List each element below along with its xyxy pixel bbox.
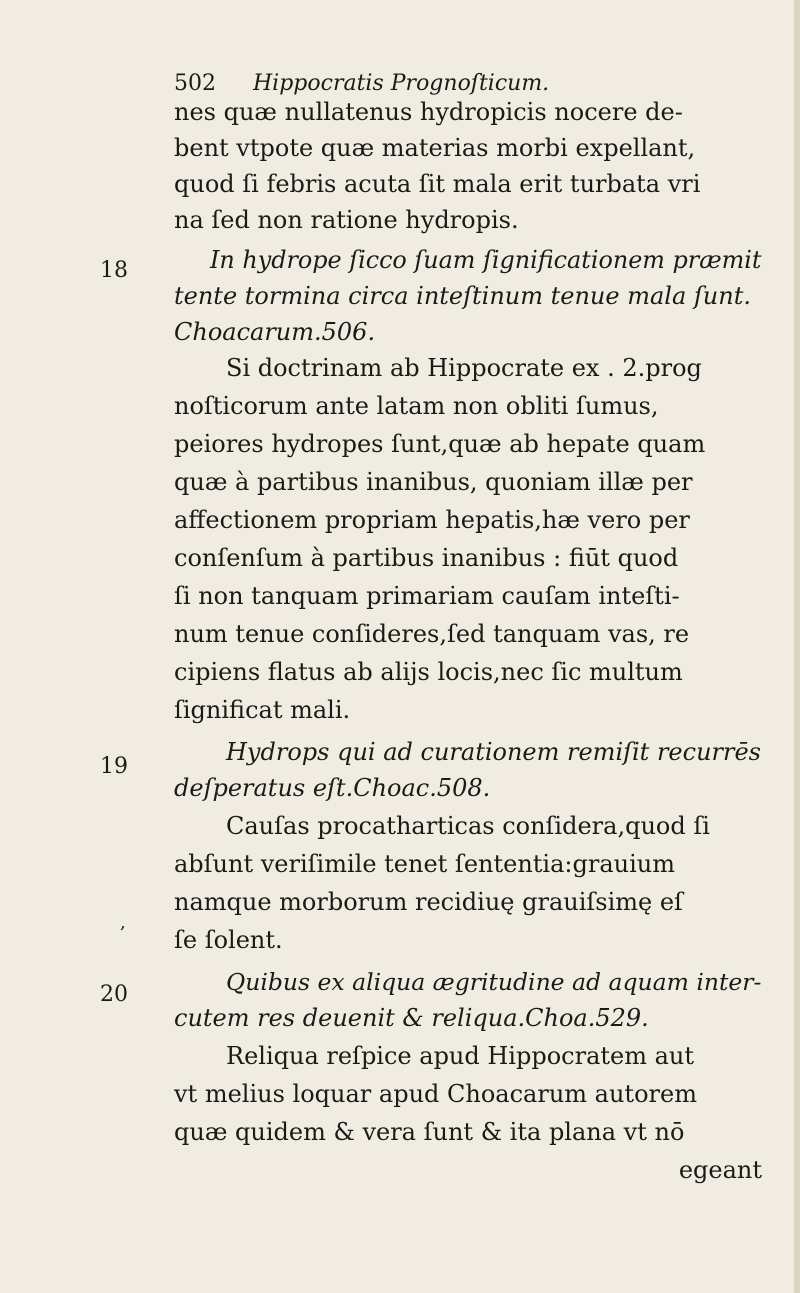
text-line: cutem res deuenit & reliqua.Choa.529. xyxy=(174,1004,649,1032)
text-line: In hydrope ſicco ſuam ſignificationem præmit xyxy=(210,246,762,274)
page-number: 502 xyxy=(174,71,216,96)
text-line: abſunt veriſimile tenet ſententia:grauium xyxy=(174,850,675,878)
text-line: quæ à partibus inanibus, quoniam illæ per xyxy=(174,468,693,496)
text-line: Cauſas procatharticas conſidera,quod ſi xyxy=(226,812,710,840)
margin-mark: , xyxy=(120,912,126,933)
text-line: namque morborum recidiuę grauiſsimę eſ xyxy=(174,888,683,916)
text-line: vt melius loquar apud Choacarum autorem xyxy=(174,1080,697,1108)
text-line: ſi non tanquam primariam cauſam inteſti- xyxy=(174,582,680,610)
margin-number-20: 20 xyxy=(100,982,128,1007)
text-line: tente tormina circa inteſtinum tenue mala ſunt. xyxy=(174,282,751,310)
page-edge xyxy=(794,0,800,1293)
margin-number-18: 18 xyxy=(100,258,128,283)
text-line: ſe ſolent. xyxy=(174,926,283,954)
text-line: Si doctrinam ab Hippocrate ex . 2.prog xyxy=(226,354,702,382)
text-line: ſignificat mali. xyxy=(174,696,351,724)
text-line: Quibus ex aliqua ægritudine ad aquam inter- xyxy=(226,968,762,996)
text-line: peiores hydropes ſunt,quæ ab hepate quam xyxy=(174,430,706,458)
text-line: na ſed non ratione hydropis. xyxy=(174,206,519,234)
running-title: Hippocratis Prognoſticum. xyxy=(253,71,550,96)
text-line: quod ſi febris acuta ſit mala erit turbata vri xyxy=(174,170,701,198)
margin-number-19: 19 xyxy=(100,754,128,779)
text-line: num tenue conſideres,ſed tanquam vas, re xyxy=(174,620,690,648)
text-line: affectionem propriam hepatis,hæ vero per xyxy=(174,506,690,534)
text-line: Reliqua reſpice apud Hippocratem aut xyxy=(226,1042,695,1070)
text-line: Hydrops qui ad curationem remiſit recurrēs xyxy=(226,738,761,766)
text-line: deſperatus eſt.Choac.508. xyxy=(174,774,491,802)
page-header xyxy=(174,70,549,98)
text-line: conſenſum à partibus inanibus : fiūt quod xyxy=(174,544,679,572)
text-line: nes quæ nullatenus hydropicis nocere de- xyxy=(174,98,683,126)
text-line: cipiens flatus ab alijs locis,nec ſic multum xyxy=(174,658,683,686)
text-line: Choacarum.506. xyxy=(174,318,376,346)
text-line: bent vtpote quæ materias morbi expellant, xyxy=(174,134,696,162)
text-line: quæ quidem & vera ſunt & ita plana vt nō xyxy=(174,1118,685,1146)
text-line: egeant xyxy=(678,1156,762,1184)
text-line: noſticorum ante latam non obliti ſumus, xyxy=(174,392,659,420)
